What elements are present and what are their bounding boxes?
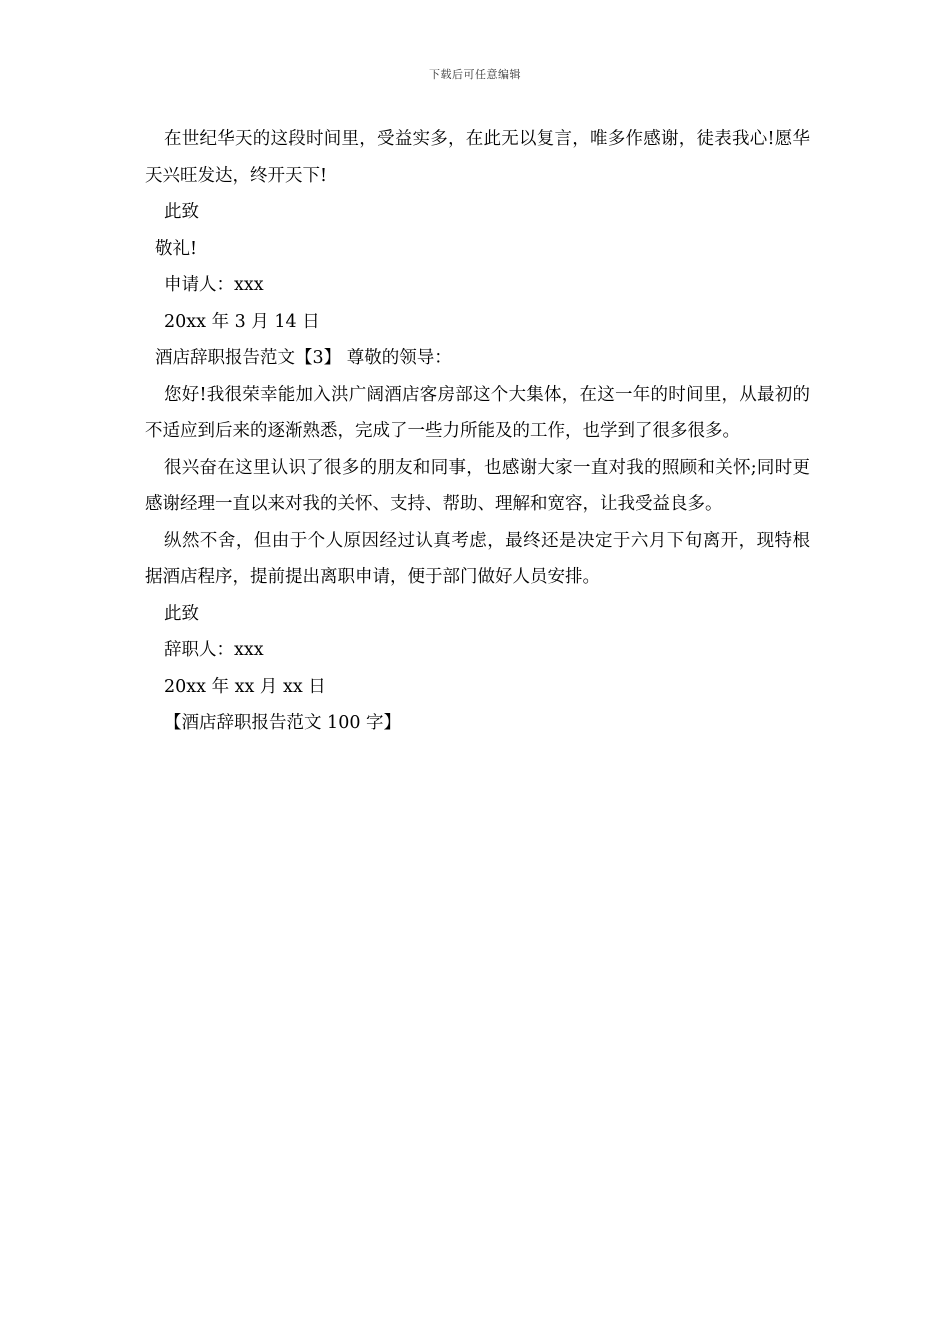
paragraph-thanks: 很兴奋在这里认识了很多的朋友和同事，也感谢大家一直对我的照顾和关怀;同时更感谢经理一直以来对我的关怀、支持、帮助、理解和宽容，让我受益良多。 — [145, 457, 810, 514]
closing-cizhi-2: 此致 — [164, 603, 199, 624]
resigner-signature: 辞职人：xxx — [164, 640, 264, 660]
paragraph-closing-thanks: 在世纪华天的这段时间里，受益实多，在此无以复言，唯多作感谢，徒表我心!愿华天兴旺发达，终开天下! — [145, 129, 810, 186]
section-title-3: 酒店辞职报告范文【3】 尊敬的领导： — [155, 348, 452, 368]
applicant-date: 20xx 年 3 月 14 日 — [164, 311, 320, 332]
header-note: 下载后可任意编辑 — [429, 68, 521, 81]
closing-cizhi: 此致 — [164, 202, 199, 222]
paragraph-greeting: 您好!我很荣幸能加入洪广阔酒店客房部这个大集体，在这一年的时间里，从最初的不适应到后来的逐渐熟悉，完成了一些力所能及的工作，也学到了很多很多。 — [145, 384, 810, 441]
resigner-date: 20xx 年 xx 月 xx 日 — [164, 676, 326, 697]
footer-section-title: 【酒店辞职报告范文 100 字】 — [164, 713, 402, 733]
document-body — [145, 121, 810, 742]
applicant-signature: 申请人：xxx — [164, 275, 264, 295]
paragraph-resignation-reason: 纵然不舍，但由于个人原因经过认真考虑，最终还是决定于六月下旬离开，现特根据酒店程序，提前提出离职申请，便于部门做好人员安排。 — [145, 530, 810, 587]
closing-jingli: 敬礼! — [155, 238, 198, 259]
